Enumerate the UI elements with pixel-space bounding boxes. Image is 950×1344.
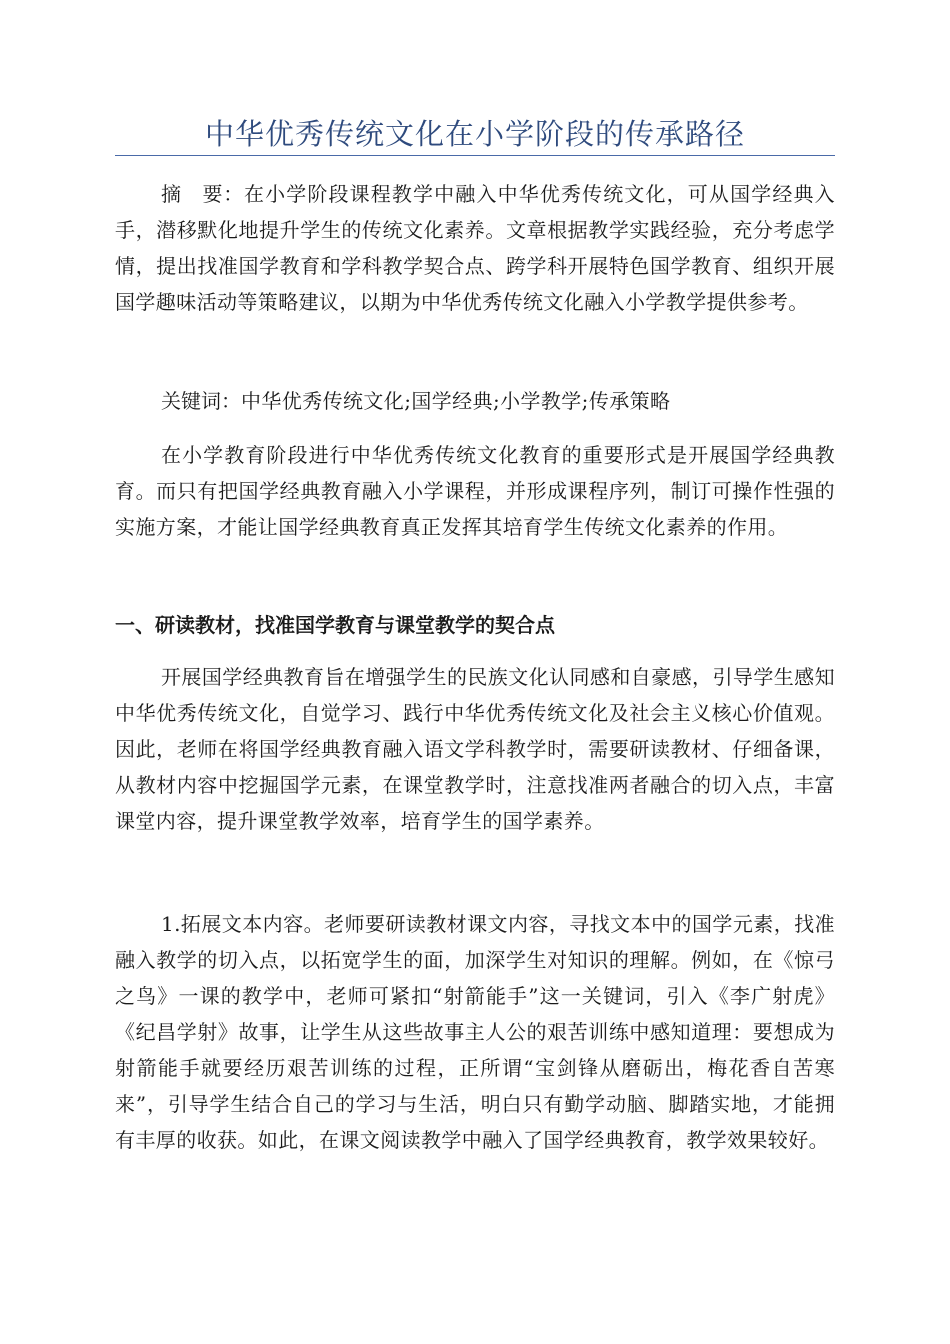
abstract-paragraph (115, 176, 835, 320)
keywords-label: 关键词： (161, 389, 241, 413)
body-paragraph: 1.拓展文本内容。老师要研读教材课文内容，寻找文本中的国学元素，找准融入教学的切入点，以拓宽学生的面，加深学生对知识的理解。例如，在《惊弓之鸟》一课的教学中，老师可紧扣“射箭能手”这一关键词，引入《李广射虎》《纪昌学射》故事，让学生从这些故事主人公的艰苦训练中感知道理：要想成为射箭能手就要经历艰苦训练的过程，正所谓“宝剑锋从磨砺出，梅花香自苦寒来”，引导学生结合自己的学习与生活，明白只有勤学动脑、脚踏实地，才能拥有丰厚的收获。如此，在课文阅读教学中融入了国学经典教育，教学效果较好。 (115, 912, 835, 1152)
section-heading: 一、研读教材，找准国学教育与课堂教学的契合点 (115, 613, 555, 637)
abstract-text: 在小学阶段课程教学中融入中华优秀传统文化，可从国学经典入手，潜移默化地提升学生的传统文化素养。文章根据教学实践经验，充分考虑学情，提出找准国学教育和学科教学契合点、跨学科开展特色国学教育、组织开展国学趣味活动等策略建议，以期为中华优秀传统文化融入小学教学提供参考。 (115, 182, 836, 314)
abstract-label: 摘 要： (161, 182, 244, 206)
keywords-paragraph (115, 383, 835, 419)
body-paragraph: 开展国学经典教育旨在增强学生的民族文化认同感和自豪感，引导学生感知中华优秀传统文化，自觉学习、践行中华优秀传统文化及社会主义核心价值观。因此，老师在将国学经典教育融入语文学科教学时，需要研读教材、仔细备课，从教材内容中挖掘国学元素，在课堂教学时，注意找准两者融合的切入点，丰富课堂内容，提升课堂教学效率，培育学生的国学素养。 (115, 665, 835, 833)
intro-paragraph: 在小学教育阶段进行中华优秀传统文化教育的重要形式是开展国学经典教育。而只有把国学经典教育融入小学课程，并形成课程序列，制订可操作性强的实施方案，才能让国学经典教育真正发挥其培育学生传统文化素养的作用。 (115, 443, 835, 539)
document-title: 中华优秀传统文化在小学阶段的传承路径 (204, 117, 745, 151)
keywords-text: 中华优秀传统文化;国学经典;小学教学;传承策略 (241, 389, 671, 413)
title-underline (115, 155, 835, 156)
